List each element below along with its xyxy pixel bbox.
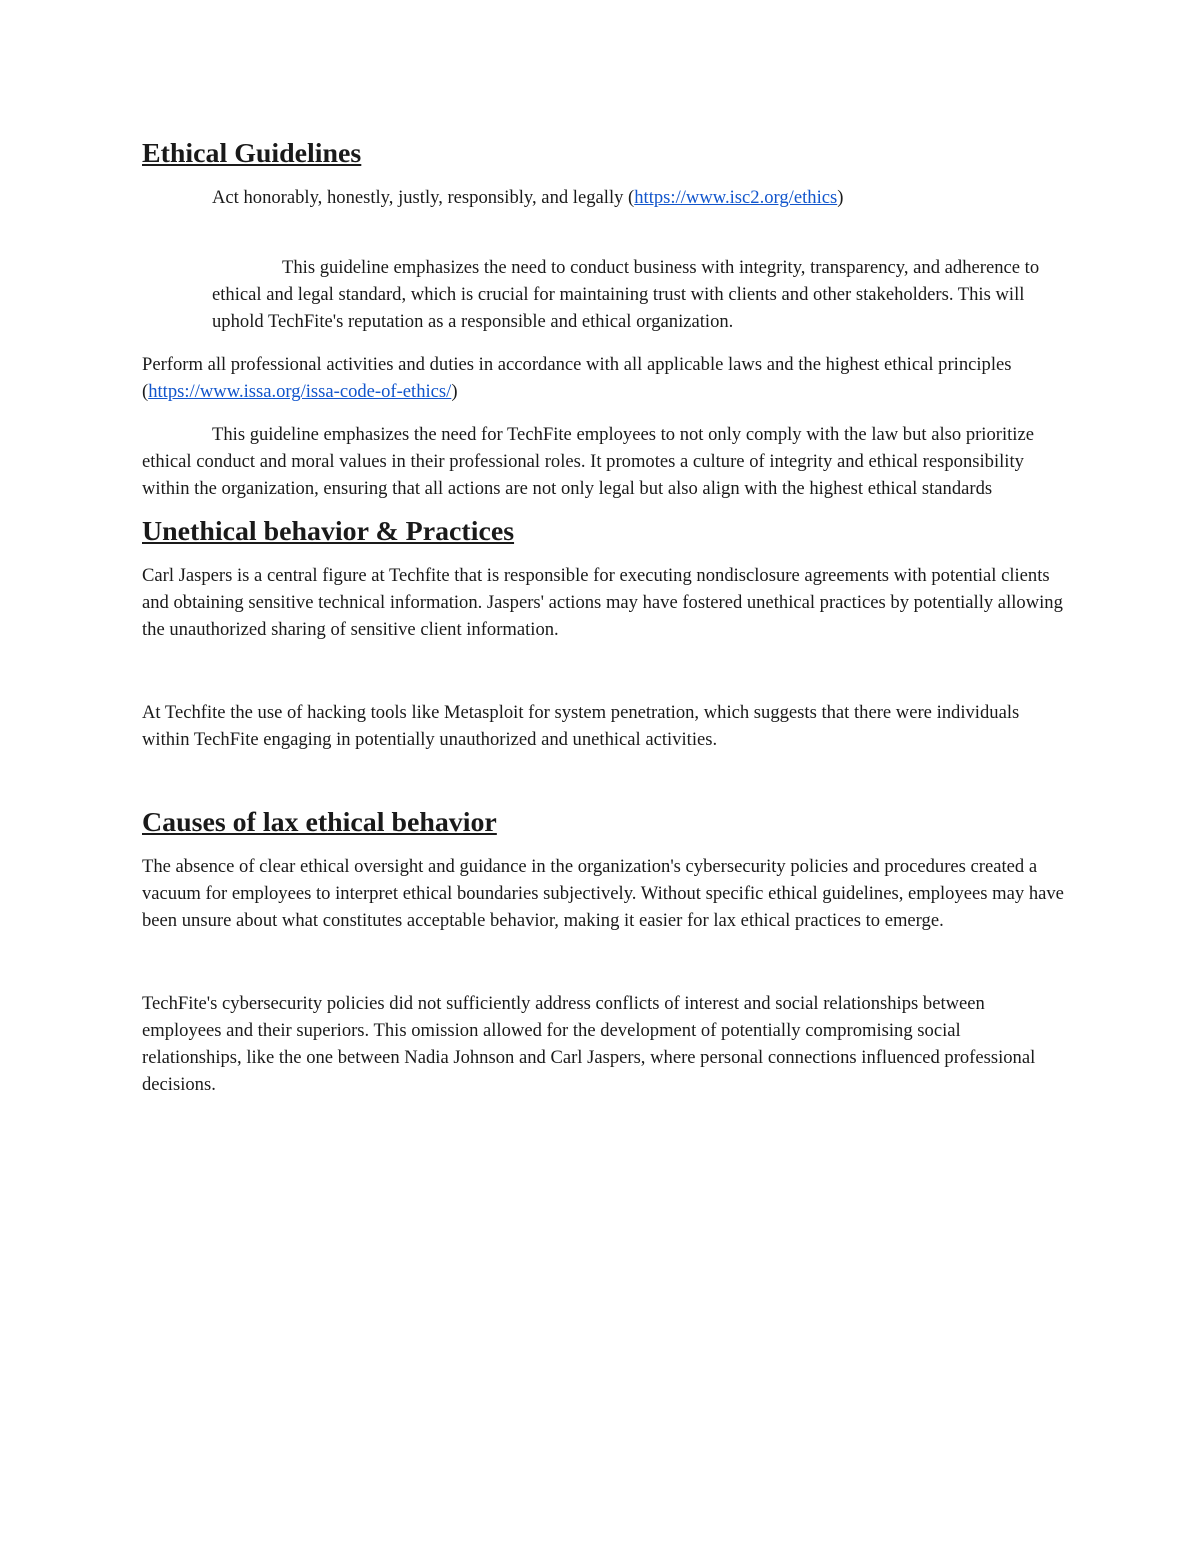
heading-unethical-behavior: Unethical behavior & Practices — [142, 516, 515, 547]
guideline-2 — [142, 351, 1064, 405]
guideline-1-explanation: This guideline emphasizes the need to conduct business with integrity, transparency, and adherence to ethical and legal standard, which is crucial for maintaining trust with clients and other stakeholders. This will uphold TechFite's reputation as a responsible and ethical organization. — [212, 257, 1040, 332]
causes-paragraph-1: The absence of clear ethical oversight and guidance in the organization's cybersecurity policies and procedures created a vacuum for employees to interpret ethical boundaries subjectively. Without specific ethical guidelines, employees may have been unsure about what constitutes acceptable behavior, making it easier for lax ethical practices to emerge. — [142, 856, 1064, 931]
guideline-2-explanation: This guideline emphasizes the need for TechFite employees to not only comply with the law but also prioritize ethical conduct and moral values in their professional roles. It promotes a culture of integrity and ethical responsibility within the organization, ensuring that all actions are not only legal but also align with the highest ethical standards — [142, 424, 1034, 499]
unethical-paragraph-1: Carl Jaspers is a central figure at Techfite that is responsible for executing nondisclosure agreements with potential clients and obtaining sensitive technical information. Jaspers' actions may have fostered unethical practices by potentially allowing the unauthorized sharing of sensitive client information. — [142, 565, 1063, 640]
unethical-paragraph-2: At Techfite the use of hacking tools like Metasploit for system penetration, which suggests that there were individuals within TechFite engaging in potentially unauthorized and unethical activities. — [142, 702, 1020, 750]
guideline-1 — [142, 184, 1064, 211]
guideline-1-text: Act honorably, honestly, justly, responsibly, and legally ( — [212, 187, 635, 208]
guideline-1-close: ) — [837, 187, 844, 208]
causes-paragraph-2: TechFite's cybersecurity policies did not sufficiently address conflicts of interest and social relationships between employees and their superiors. This omission allowed for the development of potentially compromising social relationships, like the one between Nadia Johnson and Carl Jaspers, where personal connections influenced professional decisions. — [142, 993, 1036, 1095]
guideline-2-close: ) — [451, 381, 458, 402]
guideline-2-text: Perform all professional activities and duties in accordance with all applicable laws and the highest ethical principles ( — [142, 354, 1012, 402]
document-body — [142, 140, 1064, 1098]
heading-ethical-guidelines: Ethical Guidelines — [142, 138, 362, 169]
heading-causes-lax-ethics: Causes of lax ethical behavior — [142, 807, 497, 838]
issa-code-of-ethics-link[interactable]: https://www.issa.org/issa-code-of-ethics/ — [148, 381, 452, 402]
isc2-ethics-link[interactable]: https://www.isc2.org/ethics — [634, 187, 838, 208]
